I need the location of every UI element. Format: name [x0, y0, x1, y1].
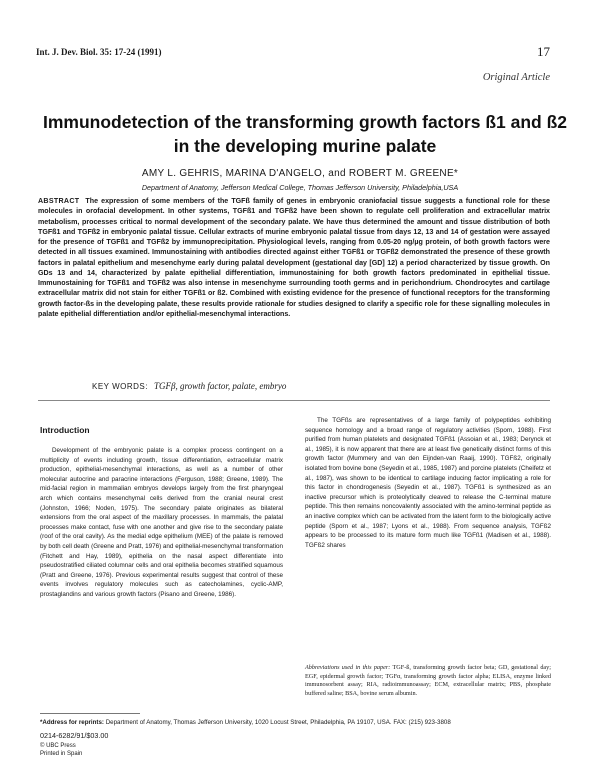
abbreviations-note — [305, 664, 551, 698]
abstract — [38, 196, 550, 319]
correspondence-text: Department of Anatomy, Thomas Jefferson University, 1020 Locust Street, Philadelphia, PA 19107, USA. FAX: (215) 923-3808 — [105, 719, 451, 726]
issn-code: 0214-6282/91/$03.00 — [40, 731, 109, 740]
journal-reference: Int. J. Dev. Biol. 35: 17-24 (1991) — [36, 47, 162, 57]
keywords-label: KEY WORDS: — [92, 382, 148, 391]
introduction-right-column: The TGFßs are representatives of a large family of polypeptides exhibiting sequence homology and a broad range of regulatory activities (Sporn, 1988). First purified from human platelets and designated TGFß1 (Assoian et al., 1983; Derynck et al., 1985), it is now apparent that there are at least five genetically distinct forms of this growth factor (Mummery and van den Eijnden-van Raaij, 1990). TGFß2, originally isolated from bovine bone (Seyedin et al., 1985, 1987) and porcine platelets (Cheifetz et al., 1987), was shown to be identical to cartilage inducing factor implicating a role for this factor in chondrogenesis (Seyedin et al., 1987). TGFß1 is synthesized as an inactive precursor which is proteolytically cleaved to release the C-terminal mature peptide. This then remains noncovalently associated with the amino-terminal peptide as an inactive complex which can be activated from the latent form to the biologically active peptide (Sporn et al., 1987; Lyons et al., 1988). From sequence analysis, TGFß2 appears to be processed to its mature form much like TGFß1 (Madisen et al., 1988). TGFß2 shares — [305, 417, 551, 549]
correspondence-address — [40, 719, 555, 726]
correspondence-label: *Address for reprints: — [40, 719, 104, 726]
keywords — [92, 381, 286, 391]
abstract-label: ABSTRACT — [38, 197, 80, 205]
introduction-left-column: Development of the embryonic palate is a complex process contingent on a multiplicity of events including growth, tissue differentiation, extracellular matrix production, epithelial-mesenchymal interactions, as well as a number of other molecular autocrine and paracrine interactions (Ferguson, 1988; Greene, 1989). The mid-facial region in mammalian embryos develops largely from the first pharyngeal arch which contains mesenchymal cells derived from the cranial neural crest (Johnston, 1966; Noden, 1975). The secondary palate originates as bilateral extensions from the oral aspect of the maxillary processes. In mammals, the palatal processes make contact, fuse with one another and give rise to the secondary palate (roof of the oral cavity). As the medial edge epithelium (MEE) of the palate is removed by both cell death (Greene and Pratt, 1976) and epithelial-mesenchymal transformation (Fitchett and Hay, 1989), epithelia on the nasal aspect differentiate into pseudostratified ciliated columnar cells and oral epithelia becomes stratified squamous (Pratt and Greene, 1976). Previous experimental results suggest that control of these events involves regulatory molecules such as catecholamines, cyclic-AMP, prostaglandins and various growth factors (Pisano and Greene, 1986). — [40, 447, 283, 598]
abbreviations-text: TGF-ß, transforming growth factor beta; GD, gestational day; EGF, epidermal growth factor; TGFα, transforming growth factor alpha; ELISA, enzyme linked immunosorbent assay; RIA, radioimmunoassay; ECM, extracellular matrix; PBS, phosphate buffered saline; BSA, bovine serum albumin. — [305, 664, 551, 697]
page-number: 17 — [537, 44, 550, 59]
author-affiliation: Department of Anatomy, Jefferson Medical College, Thomas Jefferson University, Philadelphia,USA — [141, 183, 459, 192]
publisher-info — [40, 742, 82, 758]
abstract-text: The expression of some members of the TGFß family of genes in embryonic craniofacial tissue suggests a functional role for these molecules in orofacial development. In other systems, TGFß1 and TGFß2 have been shown to regulate cell proliferation and extracellular matrix metabolism, processes critical to normal development of the secondary palate. We have thus determined the amount and tissue distribution of both TGFß1 and TGFß2 in embryonic palatal tissue. Cellular extracts of murine embryonic palatal tissue from days 12, 13 and 14 of gestation were assayed for the presence of TGFß1 and TGFß2 by immunoprecipitation. Physiological levels, ranging from 0.05-20 ng/µg protein, of both growth factors were detected in all tissues examined. Immunostaining with antibodies directed against either TGFß1 or TGFß2 demonstrated the presence of these growth factors in palatal epithelium and mesenchyme early during palatal development (gestational day [GD] 12) a period characterized by tissue growth. On GDs 13 and 14, characterized by palate epithelial differentiation, immunostaining for both growth factors predominated in epithelial tissue. Immunostaining for TGFß1 and TGFß2 was also intense in mesenchyme surrounding tooth germs and in perichondrium. Chondrocytes and cartilage extracellular matrix did not stain for either TGFß1 or ß2. Combined with existing evidence for the presence of functional receptors for the transforming growth factor-ßs in the developing palate, these results provide rationale for studies designed to clarify a specific role for these signalling molecules in palate epithelial differentiation and/or epithelial-mesenchymal interactions. — [38, 197, 550, 318]
paper-title: Immunodetection of the transforming growth factors ß1 and ß2 in the developing murine palate — [42, 112, 568, 156]
publisher-name: © UBC Press — [40, 743, 76, 749]
author-list: AMY L. GEHRIS, MARINA D'ANGELO, and ROBERT M. GREENE* — [141, 168, 459, 179]
abbreviations-label: Abbreviations used in this paper: — [305, 664, 391, 671]
footnote-divider — [40, 713, 140, 714]
printed-location: Printed in Spain — [40, 751, 83, 757]
keywords-values: TGFβ, growth factor, palate, embryo — [153, 381, 287, 391]
section-divider — [38, 400, 550, 401]
introduction-heading: Introduction — [40, 425, 90, 435]
article-type: Original Article — [482, 72, 550, 83]
